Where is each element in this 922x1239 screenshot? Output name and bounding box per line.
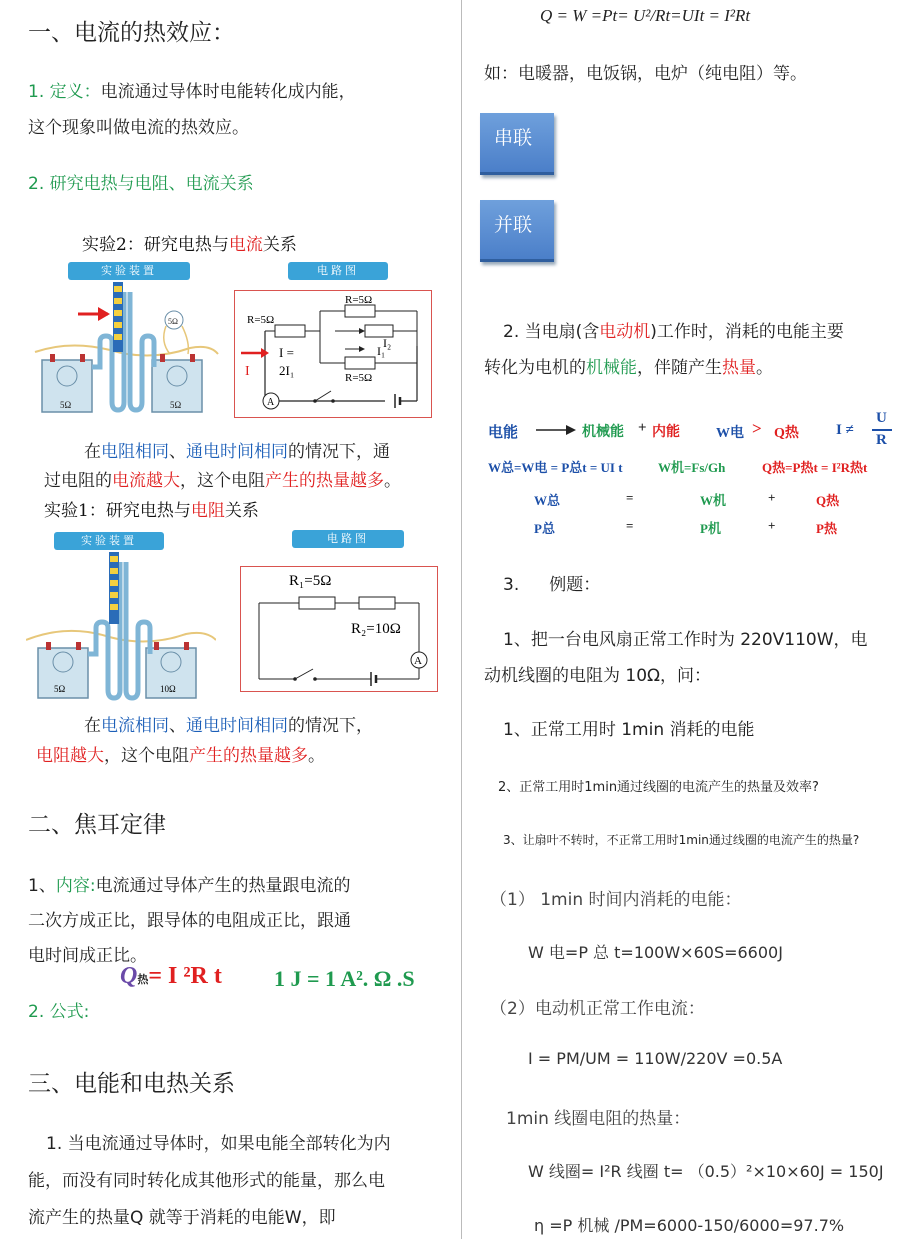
exp1-apparatus-illustration: [26, 552, 216, 702]
exp1-label-10ohm: 10Ω: [160, 684, 176, 694]
content-num: 1、: [28, 876, 56, 896]
exp1-title-c: 关系: [224, 501, 259, 521]
exp2-conclusion-line-2: [44, 466, 401, 491]
exp2-conclusion-line-1: [84, 437, 390, 462]
p2-c: )工作时，消耗的电能主要: [650, 322, 844, 342]
example-num: 3.: [503, 575, 520, 595]
energy-row4-mech: P机: [700, 521, 721, 536]
exp1-concl-h: 产生的热量越多: [189, 746, 308, 766]
pure-resistor-examples: 如：电暖器，电饭锅，电炉（纯电阻）等。: [484, 64, 807, 84]
exp1-concl-e: 的情况下，: [288, 716, 373, 736]
exp1-title-b: 电阻: [190, 501, 225, 521]
energy-electric: 电能: [488, 425, 519, 441]
exp2-concl-c: 、: [169, 442, 186, 462]
definition-label: 1. 定义：: [28, 82, 101, 102]
exp2-label-i-red: I: [245, 364, 250, 379]
p2-e: 机械能: [586, 358, 637, 378]
exp2-label-2i1: 2I₁: [279, 363, 295, 378]
energy-row4-total: P总: [534, 521, 555, 536]
exp2-concl-b: 电阻相同: [101, 442, 169, 462]
exp1-circuit-diagram: [241, 567, 437, 691]
parallel-tile[interactable]: 并联: [480, 200, 554, 262]
energy-row3-heat: Q热: [816, 493, 840, 508]
exp1-apparatus-tag: 实验装置: [54, 532, 164, 550]
fraction-bar: [872, 429, 892, 431]
paragraph-1-line-1: 1. 当电流通过导体时，如果电能全部转化为内: [46, 1134, 391, 1154]
p2-b: 电动机: [599, 322, 651, 342]
content-text-3: 电时间成正比。: [28, 946, 147, 966]
exp1-label-r2: R₂=10Ω: [351, 621, 401, 637]
answer-2-heading: （2）电动机正常工作电流：: [490, 999, 705, 1019]
arrow-right-icon: [536, 424, 576, 436]
exp1-label-r1: R₁=5Ω: [289, 573, 332, 589]
answer-3-calc: W 线圈= I²R 线圈 t= （0.5）²×10×60J = 150J: [528, 1162, 884, 1181]
exp2-label-i2: I₂: [383, 336, 392, 350]
energy-row3-total: W总: [534, 493, 561, 508]
energy-row2-total: W总=W电 = P总t = UI t: [488, 460, 623, 475]
energy-row3-plus: +: [768, 490, 776, 505]
example-label: 例题：: [549, 575, 601, 595]
answer-4-calc: η =P 机械 /PM=6000-150/6000=97.7%: [534, 1216, 845, 1235]
definition-text-2: 这个现象叫做电流的热效应。: [28, 118, 249, 138]
exp2-circuit-diagram: [235, 291, 431, 417]
definition-text-1: 电流通过导体时电能转化成内能，: [100, 82, 356, 102]
answer-3-heading: 1min 线圈电阻的热量：: [506, 1109, 691, 1129]
fraction-u: U: [876, 410, 887, 426]
exp2-concl-g: 电流越大: [112, 471, 180, 491]
exp2-concl-j: 。: [384, 471, 401, 491]
exp1-ammeter-label: A: [414, 655, 422, 667]
exp1-concl-f: 电阻越大: [36, 746, 104, 766]
exp1-concl-b: 电流相同: [101, 716, 169, 736]
question-3: 3、让扇叶不转时，不正常工用时1min通过线圈的电流产生的热量?: [503, 833, 860, 847]
column-divider: [461, 0, 462, 1239]
exp1-circuit-box: [240, 566, 438, 692]
answer-1-calc: W 电=P 总 t=100W×60S=6600J: [528, 943, 783, 962]
exp2-concl-f: 过电阻的: [44, 471, 112, 491]
question-1: 1、正常工用时 1min 消耗的电能: [503, 720, 755, 740]
exp1-concl-g: ，这个电阻: [104, 746, 189, 766]
exp2-label-5ohm-right: 5Ω: [170, 400, 182, 410]
paragraph-1-line-3: 流产生的热量Q 就等于消耗的电能W，即: [28, 1208, 336, 1228]
p2-a: 2. 当电扇(含: [503, 322, 600, 342]
content-text-1: 电流通过导体产生的热量跟电流的: [95, 876, 351, 896]
question-line-2: 动机线圈的电阻为 10Ω，问：: [484, 666, 712, 686]
energy-row4-plus: +: [768, 518, 776, 533]
paragraph-2-line-2: [484, 354, 773, 382]
energy-mechanical: 机械能: [582, 425, 624, 440]
i-not-equal: I ≠: [836, 422, 854, 438]
section-2-title: 二、焦耳定律: [28, 812, 166, 838]
content-text-2: 二次方成正比，跟导体的电阻成正比，跟通: [28, 911, 351, 931]
exp2-label-5ohm-left: 5Ω: [60, 400, 72, 410]
q-heat: Q热: [774, 426, 799, 441]
exp2-concl-e: 的情况下，通: [288, 442, 390, 462]
energy-row2-heat: Q热=P热t = I²R热t: [762, 460, 868, 475]
p2-d: 转化为电机的: [484, 358, 586, 378]
formula-label: 2. 公式:: [28, 1002, 90, 1022]
exp2-title-a: 实验2：研究电热与: [82, 235, 229, 255]
answer-2-calc: I = PM/UM = 110W/220V =0.5A: [528, 1049, 783, 1068]
exp2-title-c: 关系: [262, 235, 297, 255]
paragraph-2-line-1: [503, 318, 844, 346]
exp2-circuit-tag: 电路图: [288, 262, 388, 280]
content-line-1: [28, 872, 351, 900]
exp1-concl-a: 在: [84, 716, 101, 736]
exp1-concl-c: 、: [169, 716, 186, 736]
fraction-r: R: [876, 432, 887, 448]
section-3-title: 三、电能和电热关系: [28, 1071, 235, 1097]
joule-unit-formula: 1 J = 1 A². Ω .S: [274, 966, 415, 991]
question-line-1: 1、把一台电风扇正常工作时为 220V110W，电: [503, 630, 868, 650]
section-1-title: 一、电流的热效应：: [28, 20, 235, 46]
exp1-conclusion-line-2: [36, 741, 325, 766]
exp2-concl-a: 在: [84, 442, 101, 462]
w-electric: W电: [716, 426, 744, 441]
exp2-circuit-box: [234, 290, 432, 418]
exp1-label-5ohm: 5Ω: [54, 684, 66, 694]
exp2-title-b: 电流: [228, 235, 263, 255]
exp2-label-r-bottom: R=5Ω: [345, 372, 373, 384]
question-2: 2、正常工用时1min通过线圈的电流产生的热量及效率?: [498, 780, 819, 795]
formula-rest: = I ²R t: [148, 963, 222, 989]
answer-1-heading: （1） 1min 时间内消耗的电能：: [490, 890, 742, 910]
paragraph-1-line-2: 能，而没有同时转化成其他形式的能量，那么电: [28, 1171, 385, 1191]
exp2-label-i1: I₁: [377, 344, 386, 358]
exp2-label-r-left: R=5Ω: [247, 314, 275, 326]
exp2-label-i-eq: I =: [279, 345, 294, 360]
p2-f: ，伴随产生: [637, 358, 722, 378]
definition-line-1: [28, 78, 356, 106]
experiment-1-title: [44, 496, 259, 521]
content-label: 内容:: [55, 876, 96, 896]
energy-row4-eq: =: [626, 518, 634, 533]
exp1-concl-d: 通电时间相同: [186, 716, 288, 736]
exp1-circuit-tag: 电路图: [292, 530, 404, 548]
joule-formula: [120, 963, 222, 990]
exp2-concl-h: ，这个电阻: [180, 471, 265, 491]
energy-plus: +: [638, 420, 647, 436]
formula-q: Q: [120, 963, 138, 989]
experiment-2-title: [82, 230, 297, 255]
p2-h: 。: [756, 358, 773, 378]
exp1-conclusion-line-1: [84, 711, 373, 736]
energy-row3-eq: =: [626, 490, 634, 505]
series-tile[interactable]: 串联: [480, 113, 554, 175]
energy-row3-mech: W机: [700, 493, 727, 508]
joule-full-formula: Q = W =Pt= U²/Rt=UIt = I²Rt: [540, 6, 751, 25]
p2-g: 热量: [722, 358, 756, 378]
exp2-label-r-top: R=5Ω: [345, 294, 373, 306]
formula-subscript: 热: [137, 974, 149, 986]
energy-heat: 内能: [652, 425, 680, 440]
exp2-concl-i: 产生的热量越多: [265, 471, 384, 491]
example-heading: [503, 571, 600, 599]
exp2-label-5ohm-extra: 5Ω: [168, 317, 178, 326]
exp2-apparatus-tag: 实验装置: [68, 262, 190, 280]
energy-row4-heat: P热: [816, 521, 837, 536]
item-2-heading: 2. 研究电热与电阻、电流关系: [28, 174, 254, 194]
greater-than: >: [752, 419, 762, 438]
exp1-title-a: 实验1：研究电热与: [44, 501, 191, 521]
exp2-apparatus-illustration: [30, 282, 220, 417]
exp1-concl-i: 。: [308, 746, 325, 766]
exp2-ammeter-label: A: [267, 397, 275, 408]
exp2-concl-d: 通电时间相同: [186, 442, 288, 462]
energy-row2-mech: W机=Fs/Gh: [658, 460, 726, 475]
